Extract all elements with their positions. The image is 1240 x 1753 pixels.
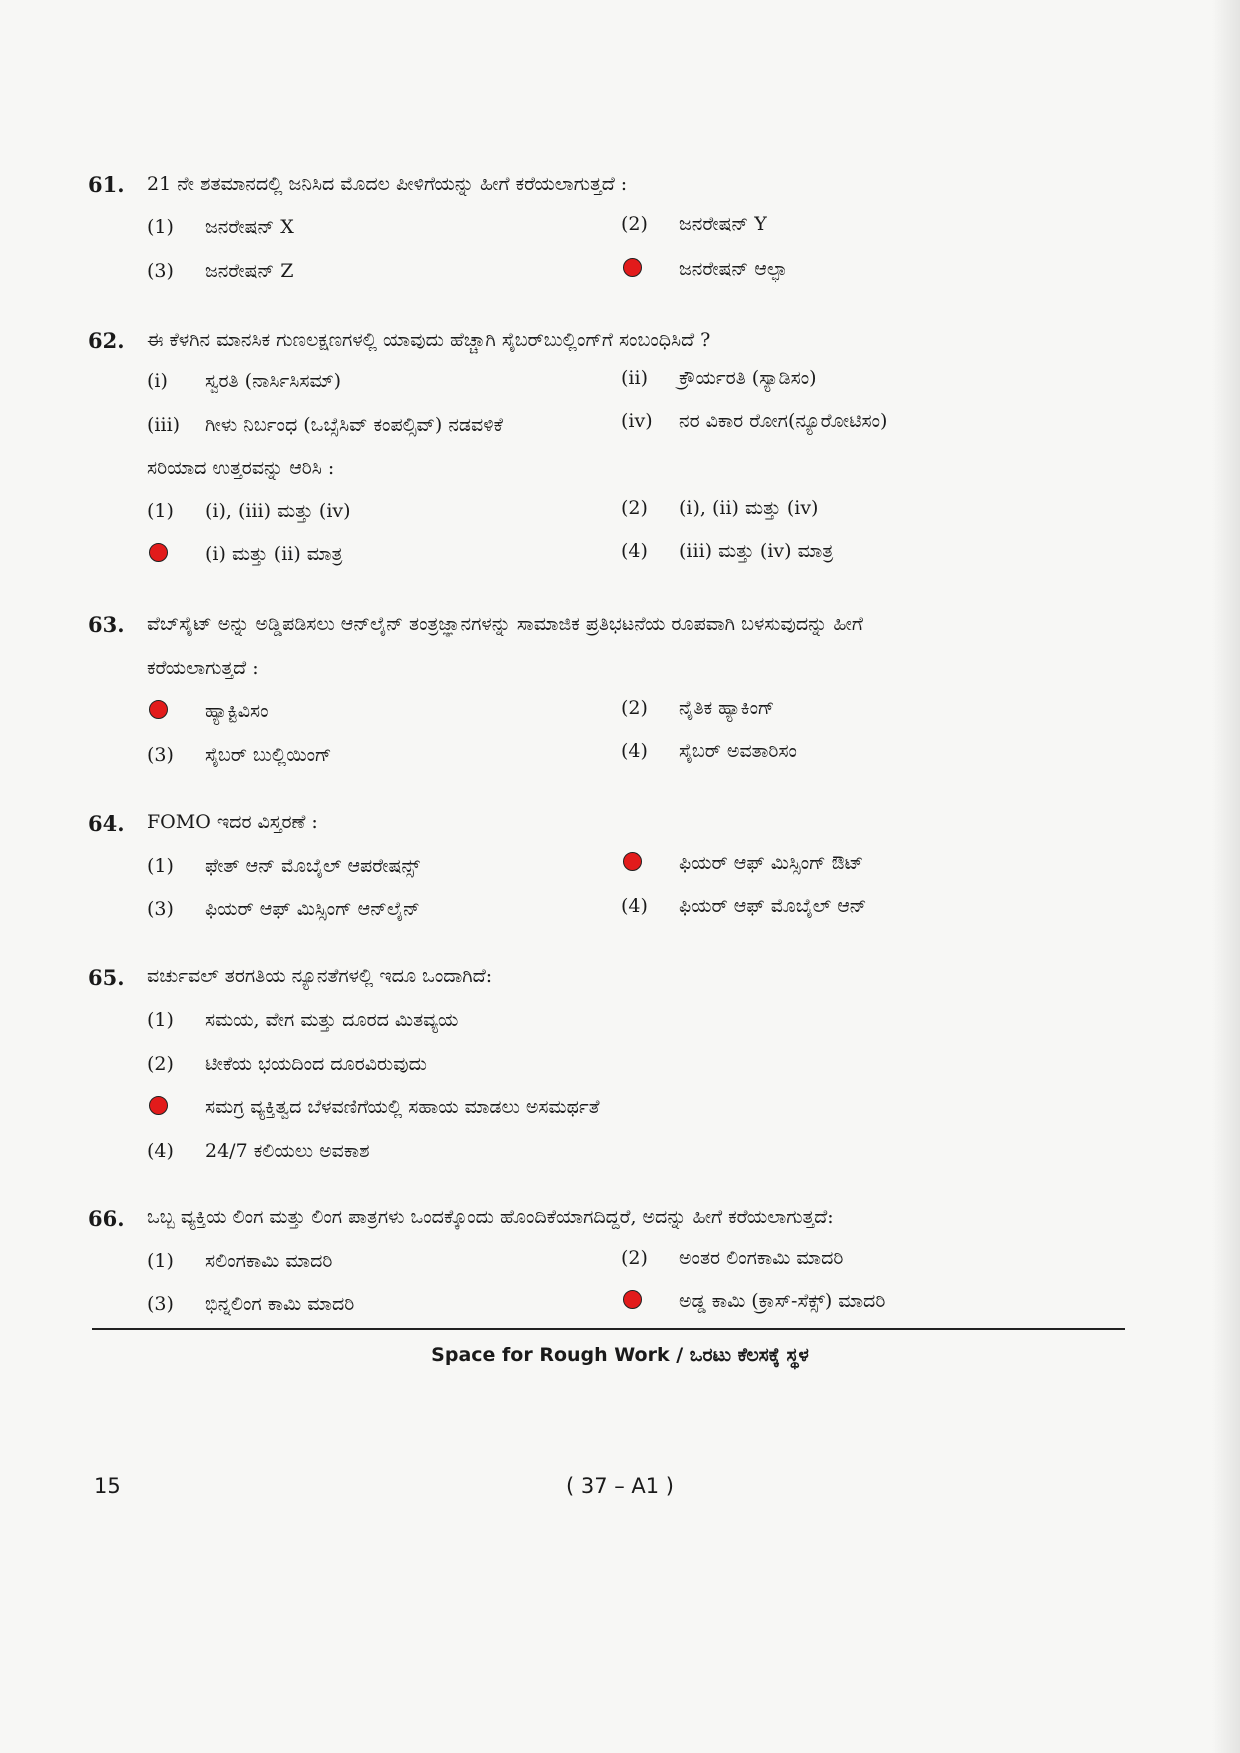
question-text: ವರ್ಚುವಲ್ ತರಗತಿಯ ನ್ಯೂನತೆಗಳಲ್ಲಿ ಇದೂ ಒಂದಾಗಿದೆ: <box>147 965 493 987</box>
option-2 <box>621 1247 843 1269</box>
option-label: (3) <box>147 260 174 282</box>
option-2 <box>621 213 767 235</box>
question-text: ಈ ಕೆಳಗಿನ ಮಾನಸಿಕ ಗುಣಲಕ್ಷಣಗಳಲ್ಲಿ ಯಾವುದು ಹೆಚ್ಚಾಗಿ ಸೈಬರ್‌ಬುಲ್ಲಿಂಗ್‌ಗೆ ಸಂಬಂಧಿಸಿದೆ ? <box>147 329 711 351</box>
option-1 <box>147 1009 458 1031</box>
question-text-line-2: ಕರೆಯಲಾಗುತ್ತದೆ : <box>147 657 259 679</box>
option-text: ಫೇತ್ ಆನ್ ಮೊಬೈಲ್ ಆಪರೇಷನ್ಸ್ <box>205 855 420 877</box>
answer-mark-icon <box>149 1096 168 1115</box>
option-1-marked <box>147 700 269 722</box>
answer-mark-icon <box>623 852 642 871</box>
option-4-marked <box>621 258 787 280</box>
option-text: ಸಮಗ್ರ ವ್ಯಕ್ತಿತ್ವದ ಬೆಳವಣಿಗೆಯಲ್ಲಿ ಸಹಾಯ ಮಾಡಲು ಅಸಮರ್ಥತೆ <box>205 1096 600 1118</box>
option-label: (1) <box>147 216 174 238</box>
option-label: (4) <box>621 740 648 762</box>
question-number: 62. <box>88 328 125 353</box>
option-4 <box>147 1140 370 1162</box>
answer-mark-icon <box>149 700 168 719</box>
option-4 <box>621 540 833 562</box>
option-2 <box>621 497 818 519</box>
option-1 <box>147 500 351 522</box>
question-number: 63. <box>88 612 125 637</box>
paper-code: ( 37 – A1 ) <box>565 1474 675 1498</box>
option-3 <box>147 744 331 766</box>
option-3 <box>147 260 294 282</box>
option-text: ಅಂತರ ಲಿಂಗಕಾಮಿ ಮಾದರಿ <box>679 1247 844 1269</box>
option-label: (4) <box>621 540 648 562</box>
statement-label: (iv) <box>621 410 653 432</box>
statement-label: (ii) <box>621 367 648 389</box>
page-number: 15 <box>94 1474 121 1498</box>
statement-ii <box>621 367 817 389</box>
footer-divider <box>92 1328 1125 1330</box>
option-label: (1) <box>147 855 174 877</box>
rough-work-label: Space for Rough Work / ಒರಟು ಕೆಲಸಕ್ಕೆ ಸ್ಥಳ <box>431 1344 809 1366</box>
option-text: ಸೈಬರ್ ಅವತಾರಿಸಂ <box>679 740 797 762</box>
statement-text: ನರ ವಿಕಾರ ರೋಗ(ನ್ಯೂರೋಟಿಸಂ) <box>679 410 888 432</box>
option-text: (i) ಮತ್ತು (ii) ಮಾತ್ರ <box>205 543 343 565</box>
option-text: ಸೈಬರ್ ಬುಲ್ಲಿಯಿಂಗ್ <box>205 744 332 766</box>
option-label: (2) <box>621 497 648 519</box>
option-1 <box>147 216 294 238</box>
option-label: (2) <box>621 697 648 719</box>
option-label: (2) <box>147 1053 174 1075</box>
question-number: 65. <box>88 965 125 990</box>
option-text: 24/7 ಕಲಿಯಲು ಅವಕಾಶ <box>205 1140 370 1162</box>
option-label: (1) <box>147 500 174 522</box>
option-label: (1) <box>147 1250 174 1272</box>
question-number: 61. <box>88 172 125 197</box>
option-label: (3) <box>147 898 174 920</box>
option-label: (2) <box>621 1247 648 1269</box>
option-label: (2) <box>621 213 648 235</box>
statement-text: ಸ್ವರತಿ (ನಾರ್ಸಿಸಿಸಮ್) <box>205 370 342 392</box>
option-text: ಸಲಿಂಗಕಾಮಿ ಮಾದರಿ <box>205 1250 333 1272</box>
option-text: ಜನರೇಷನ್ ಆಲ್ಫಾ <box>679 258 788 280</box>
option-1 <box>147 855 420 877</box>
statement-iii <box>147 414 503 436</box>
option-text: ಜನರೇಷನ್ X <box>205 216 294 238</box>
option-3 <box>147 1293 354 1315</box>
option-3 <box>147 898 420 920</box>
option-text: (i), (iii) ಮತ್ತು (iv) <box>205 500 351 522</box>
question-prompt: ಸರಿಯಾದ ಉತ್ತರವನ್ನು ಆರಿಸಿ : <box>147 457 335 479</box>
option-2 <box>147 1053 427 1075</box>
option-label: (4) <box>147 1140 174 1162</box>
option-text: ಟೀಕೆಯ ಭಯದಿಂದ ದೂರವಿರುವುದು <box>205 1053 427 1075</box>
option-3-marked <box>147 1096 600 1118</box>
option-text: ಫಿಯರ್ ಆಫ್ ಮಿಸ್ಸಿಂಗ್ ಆನ್‌ಲೈನ್ <box>205 898 420 920</box>
option-text: ಫಿಯರ್ ಆಫ್ ಮಿಸ್ಸಿಂಗ್ ಔಟ್ <box>679 852 864 874</box>
option-3-marked <box>147 543 342 565</box>
option-text: ಭಿನ್ನಲಿಂಗ ಕಾಮಿ ಮಾದರಿ <box>205 1293 355 1315</box>
option-text: (iii) ಮತ್ತು (iv) ಮಾತ್ರ <box>679 540 834 562</box>
option-4 <box>621 895 866 917</box>
option-4-marked <box>621 1290 885 1312</box>
question-text: 21 ನೇ ಶತಮಾನದಲ್ಲಿ ಜನಿಸಿದ ಮೊದಲ ಪೀಳಿಗೆಯನ್ನು ಹೀಗೆ ಕರೆಯಲಾಗುತ್ತದೆ : <box>147 173 628 195</box>
option-text: (i), (ii) ಮತ್ತು (iv) <box>679 497 819 519</box>
option-text: ಜನರೇಷನ್ Y <box>679 213 767 235</box>
option-label: (1) <box>147 1009 174 1031</box>
option-text: ಜನರೇಷನ್ Z <box>205 260 294 282</box>
statement-i <box>147 370 341 392</box>
question-text-line-1: ವೆಬ್‌ಸೈಟ್ ಅನ್ನು ಅಡ್ಡಿಪಡಿಸಲು ಆನ್‌ಲೈನ್ ತಂತ್ರಜ್ಞಾನಗಳನ್ನು ಸಾಮಾಜಿಕ ಪ್ರತಿಭಟನೆಯ ರೂಪವಾಗಿ ಬಳಸುವುದನ್ನು ಹೀಗೆ <box>147 613 863 635</box>
option-label: (4) <box>621 895 648 917</box>
option-1 <box>147 1250 332 1272</box>
option-text: ಫಿಯರ್ ಆಫ್ ಮೊಬೈಲ್ ಆನ್ <box>679 895 867 917</box>
statement-iv <box>621 410 887 432</box>
question-number: 64. <box>88 811 125 836</box>
option-text: ಸಮಯ, ವೇಗ ಮತ್ತು ದೂರದ ಮಿತವ್ಯಯ <box>205 1009 459 1031</box>
statement-text: ಕ್ರೌರ್ಯರತಿ (ಸ್ಯಾಡಿಸಂ) <box>679 367 817 389</box>
option-2 <box>621 697 774 719</box>
answer-mark-icon <box>623 258 642 277</box>
option-2-marked <box>621 852 863 874</box>
answer-mark-icon <box>149 543 168 562</box>
option-text: ಅಡ್ಡ ಕಾಮಿ (ಕ್ರಾಸ್-ಸೆಕ್ಸ್) ಮಾದರಿ <box>679 1290 886 1312</box>
statement-label: (iii) <box>147 414 181 436</box>
option-text: ಹ್ಯಾಕ್ಟಿವಿಸಂ <box>205 700 269 722</box>
statement-text: ಗೀಳು ನಿರ್ಬಂಧ (ಒಬ್ಸೆಸಿವ್ ಕಂಪಲ್ಸಿವ್) ನಡವಳಿಕೆ <box>205 414 503 436</box>
question-text: FOMO ಇದರ ವಿಸ್ತರಣೆ : <box>147 811 318 833</box>
option-text: ನೈತಿಕ ಹ್ಯಾಕಿಂಗ್ <box>679 697 775 719</box>
option-label: (3) <box>147 1293 174 1315</box>
question-number: 66. <box>88 1206 125 1231</box>
option-4 <box>621 740 797 762</box>
option-label: (3) <box>147 744 174 766</box>
statement-label: (i) <box>147 370 168 392</box>
answer-mark-icon <box>623 1290 642 1309</box>
question-text: ಒಬ್ಬ ವ್ಯಕ್ತಿಯ ಲಿಂಗ ಮತ್ತು ಲಿಂಗ ಪಾತ್ರಗಳು ಒಂದಕ್ಕೊಂದು ಹೊಂದಿಕೆಯಾಗದಿದ್ದರೆ, ಅದನ್ನು ಹೀಗೆ ಕರೆಯಲಾಗುತ್ತದೆ: <box>147 1206 834 1228</box>
